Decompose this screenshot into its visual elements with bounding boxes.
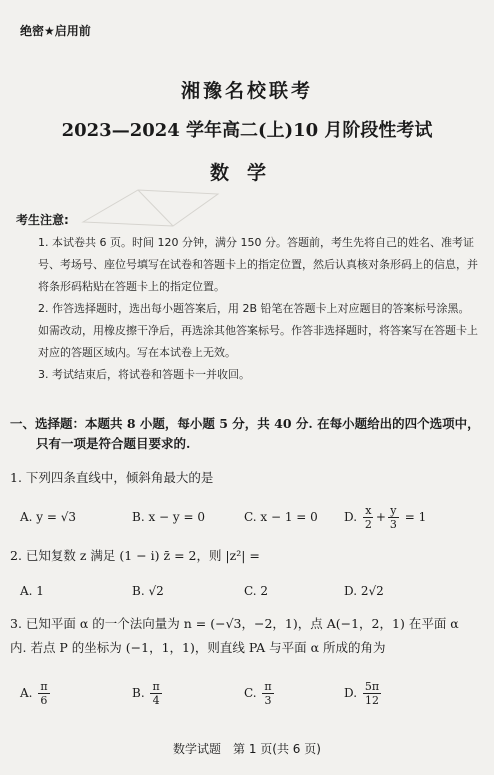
q1-option-d: D. $\frac{x}{2}$ + $\frac{y}{3}$ = 1 (344, 503, 427, 531)
q2-option-a: A. 1 (20, 584, 44, 598)
subject-title: 数学 (209, 162, 284, 184)
notice-item-1: 1. 本试卷共 6 页。时间 120 分钟，满分 150 分。答题前，考生先将自己的姓名、准考证号、考场号、座位号填写在试卷和答题卡上的指定位置，然后认真核对条形码上的信息，并将条形码粘贴在答题卡上的指定位置。 (38, 236, 478, 293)
q3-option-c: C. $\frac{\pi}{3}$ (244, 679, 272, 707)
secret-label: 绝密★启用前 (20, 24, 91, 38)
q2-option-d: D. 2√2 (344, 584, 384, 598)
question-3-stem-line1: 3. 已知平面 α 的一个法向量为 n = (−√3，−2，1)，点 A(−1，2，1) 在平面 α (10, 616, 459, 631)
question-3-stem-line2: 内. 若点 P 的坐标为 (−1，1，1)，则直线 PA 与平面 α 所成的角为 (10, 640, 386, 655)
question-2-options (20, 576, 486, 606)
notice-heading: 考生注意: (16, 213, 69, 227)
q1-option-c: C. x − 1 = 0 (244, 510, 318, 524)
q1-d-fraction-2: $\frac{y}{3}$ (389, 503, 397, 531)
section-heading-line1: 一、选择题：本题共 8 小题，每小题 5 分，共 40 分. 在每小题给出的四个选项中， (10, 416, 480, 431)
q2-option-c: C. 2 (244, 584, 269, 598)
page-footer: 数学试题 第 1 页(共 6 页) (173, 742, 321, 756)
question-3-options (20, 678, 486, 708)
exam-title: 2023—2024 学年高二(上)10 月阶段性考试 (61, 120, 433, 141)
notice-item-2: 2. 作答选择题时，选出每小题答案后，用 2B 铅笔在答题卡上对应题目的答案标号涂黑。如需改动，用橡皮擦干净后，再选涂其他答案标号。作答非选择题时，将答案写在答题卡上对应的答题区域内。写在本试卷上无效。 (38, 302, 478, 359)
section-heading-line2: 只有一项是符合题目要求的. (36, 436, 191, 451)
q2-option-b: B. √2 (132, 584, 164, 598)
q1-option-a: A. y = √3 (20, 510, 77, 524)
question-2-stem: 2. 已知复数 z 满足 (1 − i) z̄ = 2，则 |z²| = (10, 548, 260, 563)
q1-option-b: B. x − y = 0 (132, 510, 205, 524)
q3-option-d: D. $\frac{5\pi}{12}$ (344, 679, 380, 707)
exam-org-title: 湘豫名校联考 (180, 80, 313, 102)
question-1-stem: 1. 下列四条直线中，倾斜角最大的是 (10, 470, 214, 485)
q3-option-a: A. $\frac{\pi}{6}$ (20, 679, 48, 707)
notice-item-3: 3. 考试结束后，将试卷和答题卡一并收回。 (38, 368, 250, 381)
question-3-stem (10, 614, 486, 658)
bleed-through-sketch (78, 182, 228, 232)
q3-option-b: B. $\frac{\pi}{4}$ (132, 679, 160, 707)
question-1-options (20, 502, 486, 532)
q1-d-fraction-1: $\frac{x}{2}$ (364, 503, 372, 531)
section-heading (10, 414, 486, 454)
